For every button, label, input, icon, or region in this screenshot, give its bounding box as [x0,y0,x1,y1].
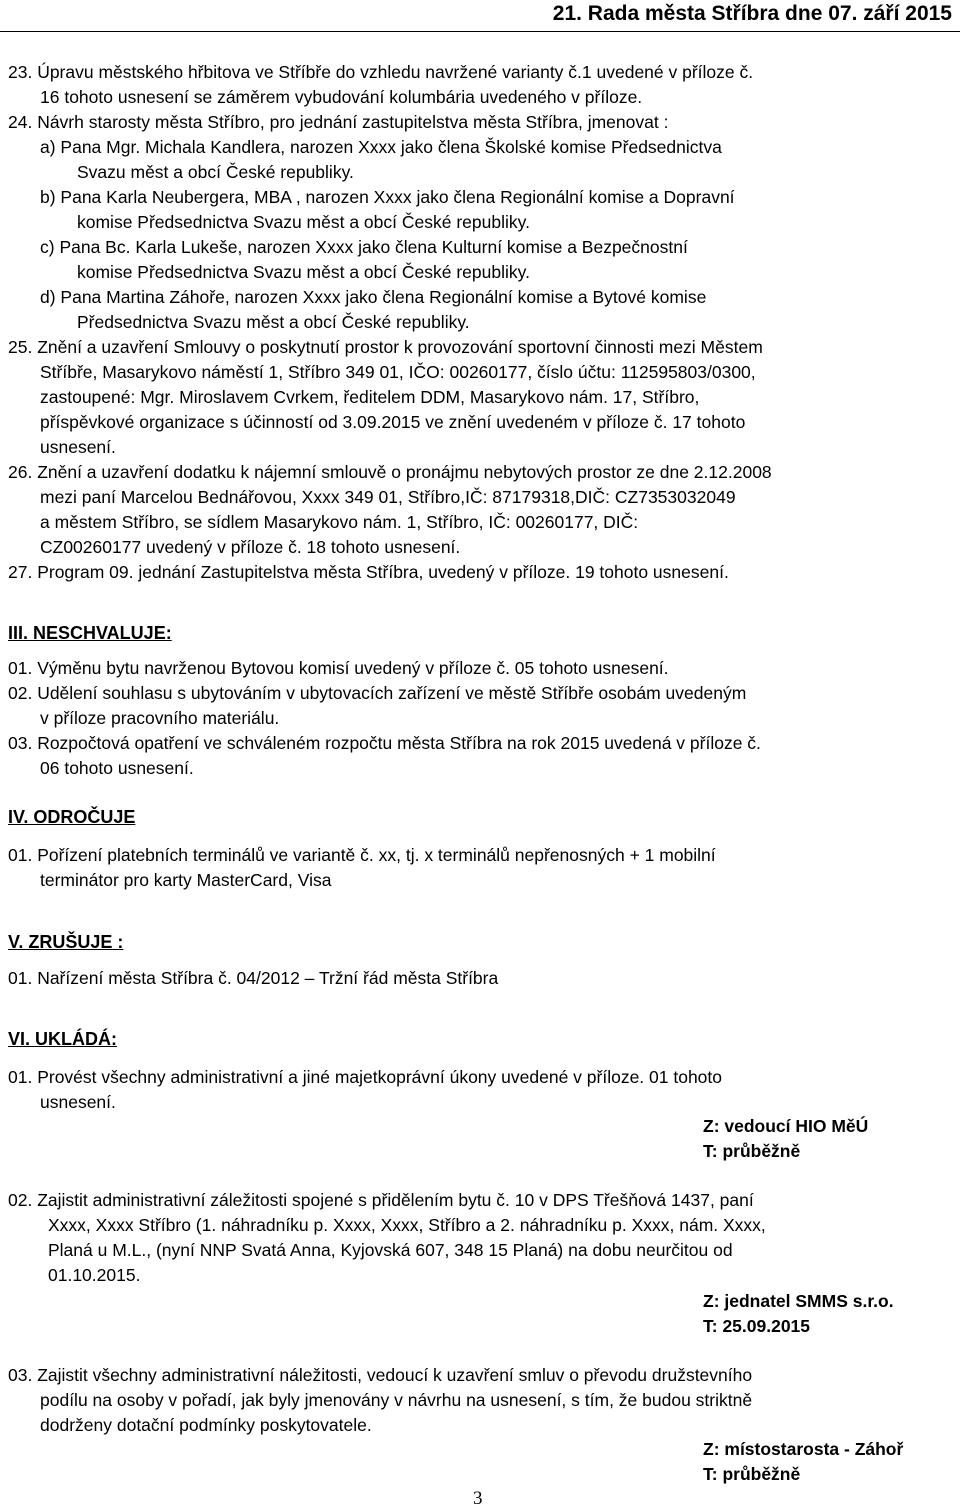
text-line: usnesení. [40,437,116,457]
text-line: 06 tohoto usnesení. [40,758,194,778]
responsible-person: Z: jednatel SMMS s.r.o. [703,1291,894,1311]
text-line: a) Pana Mgr. Michala Kandlera, narozen Xxxx jako člena Školské komise Předsednictva [40,137,722,157]
text-line: 03. Zajistit všechny administrativní náležitosti, vedoucí k uzavření smluv o převodu družstevního [8,1365,753,1385]
text-line: Svazu měst a obcí České republiky. [77,162,354,182]
text-line: Stříbře, Masarykovo náměstí 1, Stříbro 349 01, IČO: 00260177, číslo účtu: 112595803/0300, [40,362,756,382]
responsible-person: Z: místostarosta - Záhoř [703,1439,904,1459]
section-heading-uklada: VI. UKLÁDÁ: [8,1029,117,1049]
text-line: příspěvkové organizace s účinností od 3.09.2015 ve znění uvedeném v příloze č. 17 tohoto [40,412,746,432]
page-header-title: 21. Rada města Stříbra dne 07. září 2015 [552,2,952,25]
text-line: 02. Zajistit administrativní záležitosti spojené s přidělením bytu č. 10 v DPS Třešňová 1437, paní [8,1190,754,1210]
text-line: 01.10.2015. [48,1265,141,1285]
text-line: Předsednictva Svazu měst a obcí České republiky. [77,312,470,332]
deadline: T: 25.09.2015 [703,1316,811,1336]
text-line: 24. Návrh starosty města Stříbro, pro jednání zastupitelstva města Stříbra, jmenovat : [8,112,669,132]
text-line: 01. Pořízení platebních terminálů ve variantě č. xx, tj. x terminálů nepřenosných + 1 mobilní [8,845,716,865]
page-number: 3 [473,1488,483,1509]
text-line: c) Pana Bc. Karla Lukeše, narozen Xxxx jako člena Kulturní komise a Bezpečnostní [40,237,688,257]
text-line: 25. Znění a uzavření Smlouvy o poskytnutí prostor k provozování sportovní činnosti mezi Městem [8,337,763,357]
text-line: komise Předsednictva Svazu měst a obcí České republiky. [77,212,530,232]
deadline: T: průběžně [703,1141,801,1161]
responsible-person: Z: vedoucí HIO MěÚ [703,1116,869,1136]
text-line: komise Předsednictva Svazu měst a obcí České republiky. [77,262,530,282]
text-line: podílu na osoby v pořadí, jak byly jmenovány v návrhu na usnesení, s tím, že budou striktně [40,1390,753,1410]
text-line: Xxxx, Xxxx Stříbro (1. náhradníku p. Xxxx, Xxxx, Stříbro a 2. náhradníku p. Xxxx, nám. Xxxx, [48,1215,766,1235]
header-rule [0,31,960,32]
text-line: 23. Úpravu městského hřbitova ve Stříbře do vzhledu navržené varianty č.1 uvedené v příloze č. [8,62,754,82]
text-line: 27. Program 09. jednání Zastupitelstva města Stříbra, uvedený v příloze. 19 tohoto usnesení. [8,562,729,582]
text-line: 02. Udělení souhlasu s ubytováním v ubytovacích zařízení ve městě Stříbře osobám uvedeným [8,683,747,703]
text-line: dodrženy dotační podmínky poskytovatele. [40,1415,372,1435]
section-heading-odrocuje: IV. ODROČUJE [8,807,136,827]
section-heading-neschvaluje: III. NESCHVALUJE: [8,623,172,643]
text-line: 26. Znění a uzavření dodatku k nájemní smlouvě o pronájmu nebytových prostor ze dne 2.12.2008 [8,462,772,482]
text-line: CZ00260177 uvedený v příloze č. 18 tohoto usnesení. [40,537,461,557]
text-line: terminátor pro karty MasterCard, Visa [40,870,332,890]
deadline: T: průběžně [703,1464,801,1484]
text-line: v příloze pracovního materiálu. [40,708,280,728]
text-line: a městem Stříbro, se sídlem Masarykovo nám. 1, Stříbro, IČ: 00260177, DIČ: [40,512,639,532]
text-line: 01. Výměnu bytu navrženou Bytovou komisí uvedený v příloze č. 05 tohoto usnesení. [8,658,669,678]
text-line: 16 tohoto usnesení se záměrem vybudování kolumbária uvedeného v příloze. [40,87,643,107]
text-line: 01. Provést všechny administrativní a jiné majetkoprávní úkony uvedené v příloze. 01 tohoto [8,1067,723,1087]
text-line: zastoupené: Mgr. Miroslavem Cvrkem, ředitelem DDM, Masarykovo nám. 17, Stříbro, [40,387,700,407]
section-heading-zrusuje: V. ZRUŠUJE : [8,932,124,952]
text-line: d) Pana Martina Záhoře, narozen Xxxx jako člena Regionální komise a Bytové komise [40,287,707,307]
text-line: 03. Rozpočtová opatření ve schváleném rozpočtu města Stříbra na rok 2015 uvedená v příloze č. [8,733,761,753]
text-line: 01. Nařízení města Stříbra č. 04/2012 – Tržní řád města Stříbra [8,968,499,988]
text-line: Planá u M.L., (nyní NNP Svatá Anna, Kyjovská 607, 348 15 Planá) na dobu neurčitou od [48,1240,733,1260]
text-line: usnesení. [40,1092,116,1112]
text-line: b) Pana Karla Neubergera, MBA , narozen Xxxx jako člena Regionální komise a Dopravní [40,187,735,207]
text-line: mezi paní Marcelou Bednářovou, Xxxx 349 01, Stříbro,IČ: 87179318,DIČ: CZ7353032049 [40,487,736,507]
